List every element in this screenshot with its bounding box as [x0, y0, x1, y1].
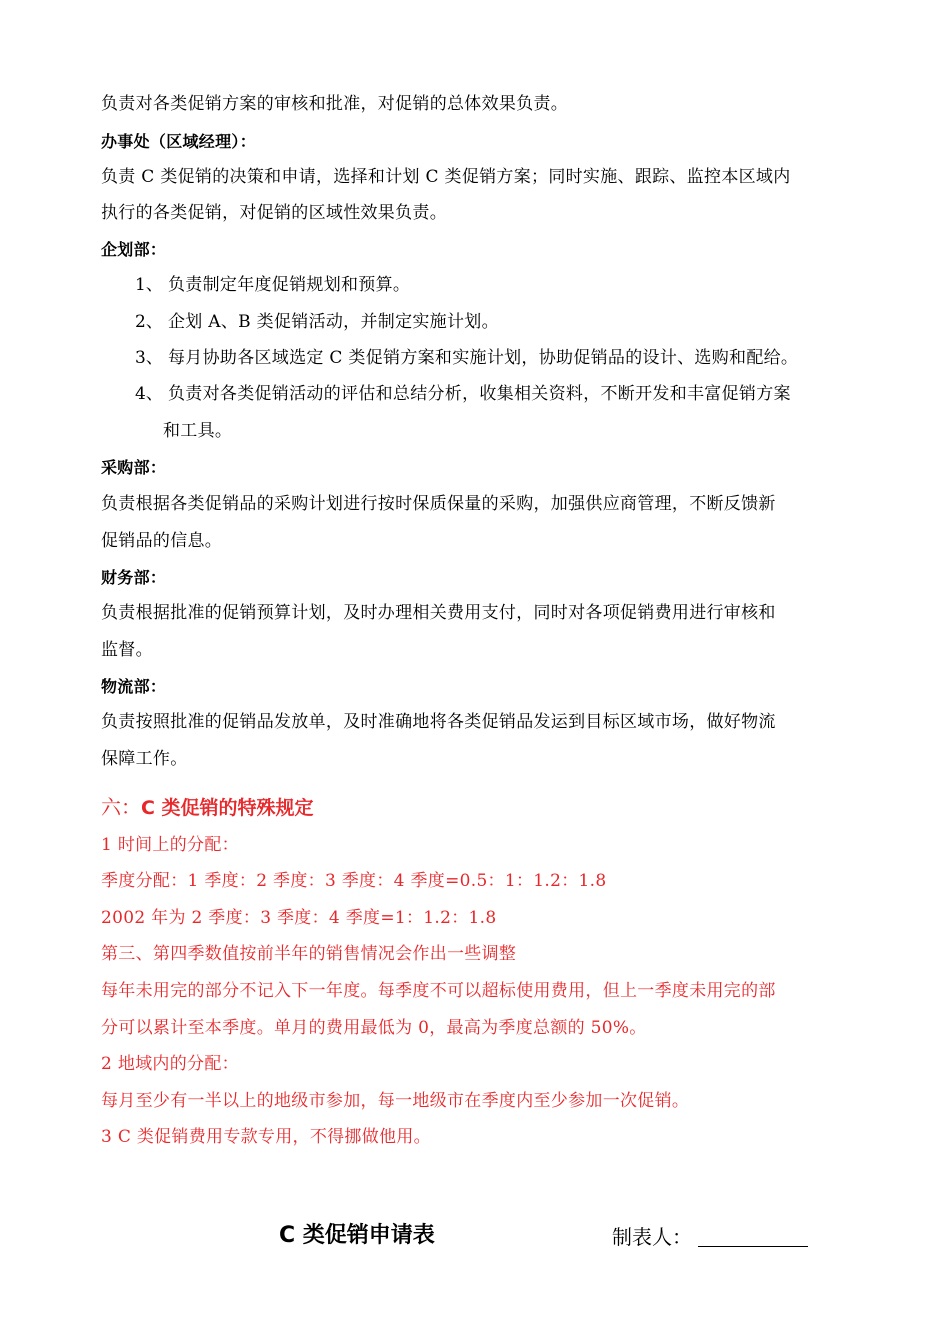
intro-text: 负责对各类促销方案的审核和批准，对促销的总体效果负责。 — [101, 94, 569, 114]
planning-item-3-number: 3、 — [135, 348, 163, 368]
finance-text-line1: 负责根据批准的促销预算计划，及时办理相关费用支付，同时对各项促销费用进行审核和 — [101, 603, 776, 623]
planning-item-2-number: 2、 — [135, 312, 163, 332]
planning-heading: 企划部： — [101, 240, 167, 259]
office-heading: 办事处（区域经理）： — [101, 132, 257, 151]
section-6-prefix: 六： — [101, 795, 141, 819]
planning-item-3-text: 每月协助各区域选定 C 类促销方案和实施计划，协助促销品的设计、选购和配给。 — [168, 348, 799, 368]
earmark-note: 3 C 类促销费用专款专用，不得挪做他用。 — [101, 1127, 431, 1147]
maker-label: 制表人： — [612, 1225, 692, 1249]
planning-item-1-text: 负责制定年度促销规划和预算。 — [168, 275, 411, 295]
time-allocation-heading: 1 时间上的分配： — [101, 835, 239, 855]
planning-item-2-text: 企划 A、B 类促销活动，并制定实施计划。 — [168, 312, 499, 332]
logistics-text-line2: 保障工作。 — [101, 749, 188, 769]
section-6-title — [101, 793, 314, 822]
adjustment-note: 第三、第四季数值按前半年的销售情况会作出一些调整 — [101, 944, 517, 964]
planning-item-4-number: 4、 — [135, 384, 163, 404]
region-allocation-heading: 2 地域内的分配： — [101, 1054, 239, 1074]
carryover-text-line1: 每年未用完的部分不记入下一年度。每季度不可以超标使用费用，但上一季度未用完的部 — [101, 981, 776, 1001]
office-text-line1: 负责 C 类促销的决策和申请，选择和计划 C 类促销方案；同时实施、跟踪、监控本区域内 — [101, 167, 791, 187]
purchasing-text-line2: 促销品的信息。 — [101, 531, 223, 551]
quarter-split: 季度分配：1 季度：2 季度：3 季度：4 季度=0.5：1：1.2：1.8 — [101, 871, 607, 891]
carryover-text-line2: 分可以累计至本季度。单月的费用最低为 0，最高为季度总额的 50%。 — [101, 1018, 647, 1038]
finance-text-line2: 监督。 — [101, 640, 153, 660]
planning-item-4-text-line2: 和工具。 — [163, 421, 233, 441]
purchasing-heading: 采购部： — [101, 458, 167, 477]
section-6-title-text: C 类促销的特殊规定 — [141, 797, 314, 819]
logistics-heading: 物流部： — [101, 677, 167, 696]
planning-item-1-number: 1、 — [135, 275, 163, 295]
purchasing-text-line1: 负责根据各类促销品的采购计划进行按时保质保量的采购，加强供应商管理，不断反馈新 — [101, 494, 776, 514]
finance-heading: 财务部： — [101, 568, 167, 587]
logistics-text-line1: 负责按照批准的促销品发放单，及时准确地将各类促销品发运到目标区域市场，做好物流 — [101, 712, 776, 732]
year-2002-split: 2002 年为 2 季度：3 季度：4 季度=1：1.2：1.8 — [101, 908, 497, 928]
maker-blank-line[interactable] — [698, 1246, 808, 1247]
form-title: C 类促销申请表 — [279, 1223, 435, 1248]
office-text-line2: 执行的各类促销，对促销的区域性效果负责。 — [101, 203, 447, 223]
region-allocation-text: 每月至少有一半以上的地级市参加，每一地级市在季度内至少参加一次促销。 — [101, 1091, 690, 1111]
planning-item-4-text-line1: 负责对各类促销活动的评估和总结分析，收集相关资料，不断开发和丰富促销方案 — [168, 384, 791, 404]
